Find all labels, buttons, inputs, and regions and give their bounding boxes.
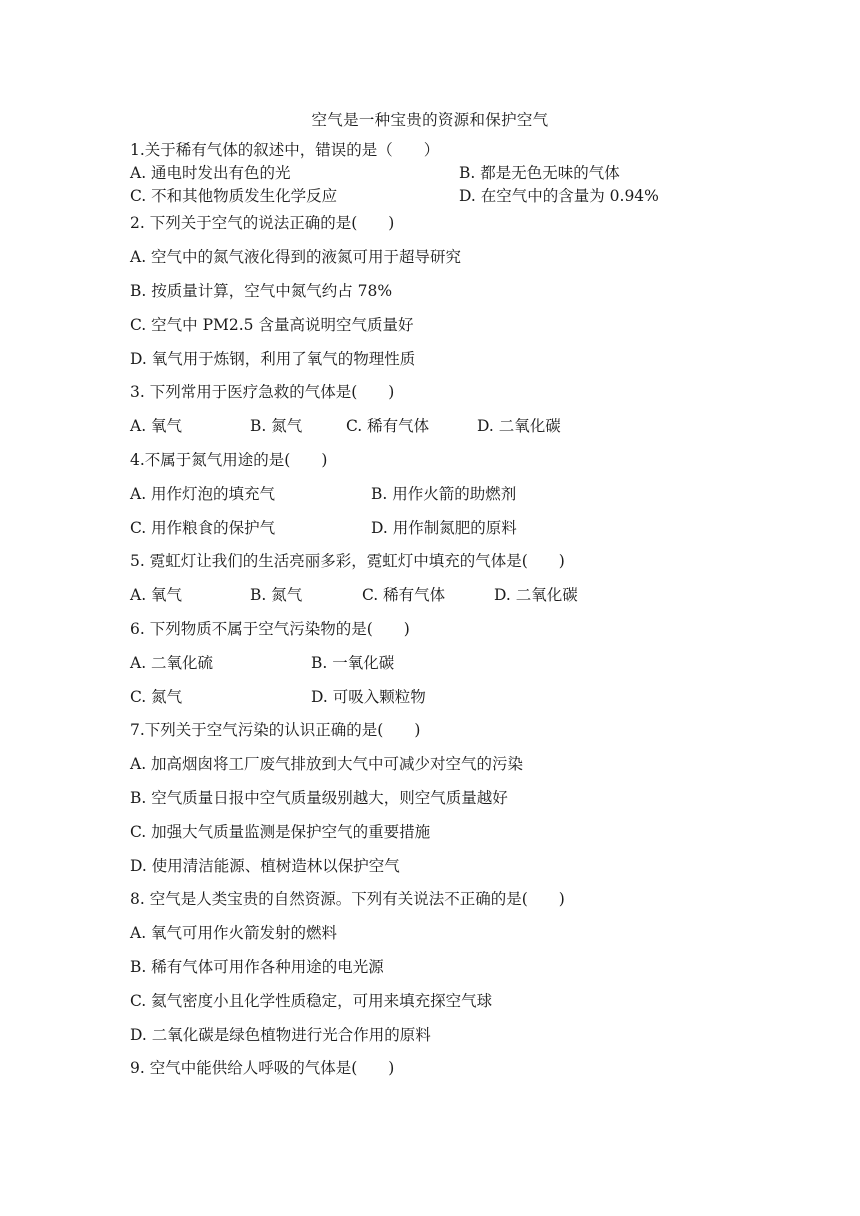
question-2-option-d: D. 氧气用于炼钢，利用了氧气的物理性质 bbox=[130, 350, 416, 368]
question-4-option-c: C. 用作粮食的保护气 bbox=[130, 519, 276, 537]
question-5-option-d: D. 二氧化碳 bbox=[494, 586, 578, 604]
question-8-stem: 8. 空气是人类宝贵的自然资源。下列有关说法不正确的是( ) bbox=[130, 890, 565, 908]
question-8-option-a: A. 氧气可用作火箭发射的燃料 bbox=[130, 924, 338, 942]
question-6-option-a: A. 二氧化硫 bbox=[130, 654, 214, 672]
question-3-stem: 3. 下列常用于医疗急救的气体是( ) bbox=[130, 383, 395, 401]
question-6-stem: 6. 下列物质不属于空气污染物的是( ) bbox=[130, 620, 410, 638]
question-8-option-d: D. 二氧化碳是绿色植物进行光合作用的原料 bbox=[130, 1026, 431, 1044]
question-4-stem: 4.不属于氮气用途的是( ) bbox=[130, 451, 328, 469]
question-6-option-b: B. 一氧化碳 bbox=[311, 654, 395, 672]
document-title: 空气是一种宝贵的资源和保护空气 bbox=[311, 111, 549, 129]
question-1-option-d: D. 在空气中的含量为 0.94% bbox=[459, 187, 659, 205]
question-8-option-b: B. 稀有气体可用作各种用途的电光源 bbox=[130, 958, 384, 976]
question-5-option-a: A. 氧气 bbox=[130, 586, 183, 604]
question-1-option-b: B. 都是无色无味的气体 bbox=[459, 164, 620, 182]
question-4-option-a: A. 用作灯泡的填充气 bbox=[130, 485, 276, 503]
question-3-option-a: A. 氧气 bbox=[130, 417, 183, 435]
question-5-stem: 5. 霓虹灯让我们的生活亮丽多彩，霓虹灯中填充的气体是( ) bbox=[130, 552, 565, 570]
question-7-option-b: B. 空气质量日报中空气质量级别越大，则空气质量越好 bbox=[130, 789, 508, 807]
question-7-option-c: C. 加强大气质量监测是保护空气的重要措施 bbox=[130, 823, 431, 841]
question-2-option-a: A. 空气中的氮气液化得到的液氮可用于超导研究 bbox=[130, 248, 462, 266]
question-6-option-d: D. 可吸入颗粒物 bbox=[311, 688, 426, 706]
question-1-stem: 1.关于稀有气体的叙述中，错误的是（ ） bbox=[130, 141, 440, 159]
question-5-option-b: B. 氮气 bbox=[250, 586, 303, 604]
question-3-option-c: C. 稀有气体 bbox=[346, 417, 430, 435]
question-2-option-b: B. 按质量计算，空气中氮气约占 78% bbox=[130, 282, 393, 300]
question-9-stem: 9. 空气中能供给人呼吸的气体是( ) bbox=[130, 1059, 395, 1077]
question-3-option-b: B. 氮气 bbox=[250, 417, 303, 435]
question-7-option-d: D. 使用清洁能源、植树造林以保护空气 bbox=[130, 857, 400, 875]
question-1-option-c: C. 不和其他物质发生化学反应 bbox=[130, 187, 338, 205]
question-1-option-a: A. 通电时发出有色的光 bbox=[130, 164, 291, 182]
question-7-option-a: A. 加高烟囱将工厂废气排放到大气中可减少对空气的污染 bbox=[130, 755, 524, 773]
question-6-option-c: C. 氮气 bbox=[130, 688, 183, 706]
question-4-option-d: D. 用作制氮肥的原料 bbox=[371, 519, 517, 537]
question-3-option-d: D. 二氧化碳 bbox=[477, 417, 561, 435]
question-4-option-b: B. 用作火箭的助燃剂 bbox=[371, 485, 517, 503]
question-2-option-c: C. 空气中 PM2.5 含量高说明空气质量好 bbox=[130, 316, 414, 334]
question-7-stem: 7.下列关于空气污染的认识正确的是( ) bbox=[130, 721, 421, 739]
question-5-option-c: C. 稀有气体 bbox=[362, 586, 446, 604]
question-8-option-c: C. 氦气密度小且化学性质稳定，可用来填充探空气球 bbox=[130, 992, 493, 1010]
question-2-stem: 2. 下列关于空气的说法正确的是( ) bbox=[130, 214, 395, 232]
